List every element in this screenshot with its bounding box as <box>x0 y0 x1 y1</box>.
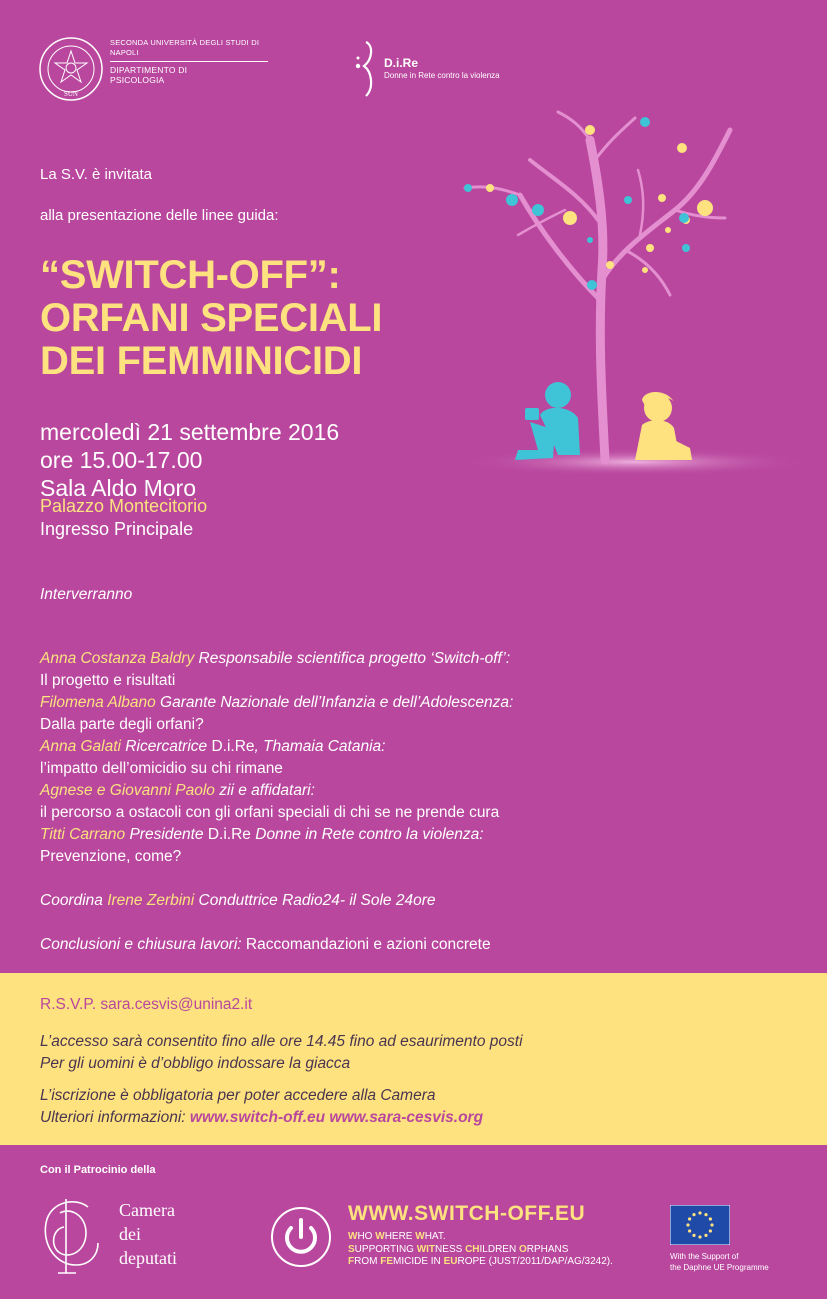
program-heading: Interverranno <box>40 586 133 603</box>
svg-text:SUN: SUN <box>63 90 79 98</box>
conclusion-text: Raccomandazioni e azioni concrete <box>241 936 491 953</box>
eu-star <box>686 1223 689 1226</box>
camera-deputati-name <box>119 1198 177 1270</box>
acronym-line2: SUPPORTING WITNESS CHILDREN ORPHANS <box>348 1243 569 1255</box>
speaker-item <box>40 736 780 780</box>
eu-star <box>698 1211 701 1214</box>
eu-star <box>698 1235 701 1238</box>
speaker-item <box>40 692 780 736</box>
speaker-topic: Dalla parte degli orfani? <box>40 716 204 733</box>
speaker-topic: Il progetto e risultati <box>40 672 176 689</box>
eu-support-text <box>670 1251 769 1273</box>
dire-subtitle: Donne in Rete contro la violenza <box>384 71 500 80</box>
coordinator-role: Conduttrice Radio24- il Sole 24ore <box>194 892 436 909</box>
university-block <box>110 38 270 85</box>
coordinator-name: Irene Zerbini <box>107 892 195 909</box>
eu-line2: the Daphne UE Programme <box>670 1263 769 1272</box>
eu-line1: With the Support of <box>670 1252 739 1261</box>
speaker-topic: l’impatto dell’omicidio su chi rimane <box>40 760 283 777</box>
eu-star <box>704 1213 707 1216</box>
program <box>40 584 780 956</box>
speaker-item <box>40 824 780 868</box>
speaker-org: D.i.Re <box>211 738 255 755</box>
event-details <box>40 418 339 502</box>
acronym-line3: FROM FEMICIDE IN EUROPE (JUST/2011/DAP/AG/3242). <box>348 1256 613 1267</box>
eu-star <box>704 1234 707 1237</box>
dire-name: D.i.Re <box>384 56 419 70</box>
event-title <box>40 254 382 383</box>
speaker-name: Anna Galati <box>40 738 121 755</box>
eu-star <box>710 1223 713 1226</box>
patronage-label: Con il Patrocinio della <box>40 1164 156 1176</box>
event-time: ore 15.00-17.00 <box>40 447 203 473</box>
university-seal-logo <box>38 36 104 102</box>
conclusion-label: Conclusioni e chiusura lavori: <box>40 936 242 953</box>
access-info <box>40 1031 523 1075</box>
speaker-role: Responsabile scientifica progetto ‘Switch-off’: <box>194 650 511 667</box>
event-entrance: Ingresso Principale <box>40 519 194 539</box>
conclusion <box>40 934 780 956</box>
acronym-line1: WHO WHERE WHAT. <box>348 1231 446 1242</box>
event-room: Sala Aldo Moro <box>40 475 196 501</box>
registration-prefix: Ulteriori informazioni: <box>40 1109 190 1126</box>
switch-off-url[interactable]: WWW.SWITCH-OFF.EU <box>348 1202 586 1225</box>
dire-logo-icon <box>354 38 380 100</box>
eu-star <box>692 1234 695 1237</box>
speaker-item <box>40 780 780 824</box>
power-icon <box>270 1206 332 1268</box>
speaker-item <box>40 648 780 692</box>
eu-star <box>688 1229 691 1232</box>
title-line3: DEI FEMMINICIDI <box>40 339 363 383</box>
event-location <box>40 495 207 541</box>
eu-star <box>692 1213 695 1216</box>
speaker-role: zii e affidatari: <box>214 782 315 799</box>
grant-code: (JUST/2011/DAP/AG/3242). <box>488 1256 613 1267</box>
speaker-name: Anna Costanza Baldry <box>40 650 195 667</box>
speaker-role-extra: Donne in Rete contro la violenza: <box>250 826 484 843</box>
registration-line1: L’iscrizione è obbligatoria per poter accedere alla Camera <box>40 1087 436 1104</box>
eu-star <box>709 1217 712 1220</box>
coordinator-prefix: Coordina <box>40 892 108 909</box>
speaker-role: Presidente <box>125 826 208 843</box>
speaker-topic: Prevenzione, come? <box>40 848 182 865</box>
coordinator <box>40 890 780 912</box>
title-line2: ORFANI SPECIALI <box>40 296 383 340</box>
camera-deputati-logo <box>36 1193 106 1279</box>
speaker-role: Ricercatrice <box>121 738 212 755</box>
eu-star <box>688 1217 691 1220</box>
university-name: SECONDA UNIVERSITÀ DEGLI STUDI DI NAPOLI <box>110 38 260 57</box>
rsvp-text[interactable]: R.S.V.P. sara.cesvis@unina2.it <box>40 996 253 1013</box>
tree-illustration <box>430 100 810 480</box>
presentation-text: alla presentazione delle linee guida: <box>40 207 279 224</box>
access-line1: L’accesso sarà consentito fino alle ore 14.45 fino ad esaurimento posti <box>40 1033 523 1050</box>
website-links[interactable]: www.switch-off.eu www.sara-cesvis.org <box>189 1109 484 1126</box>
registration-info <box>40 1085 483 1129</box>
eu-star <box>709 1229 712 1232</box>
speaker-org: D.i.Re <box>207 826 251 843</box>
title-line1: “SWITCH-OFF”: <box>40 253 341 297</box>
speaker-name: Titti Carrano <box>40 826 126 843</box>
speaker-topic: il percorso a ostacoli con gli orfani speciali di chi se ne prende cura <box>40 804 500 821</box>
camera-line2: dei <box>119 1224 141 1244</box>
camera-line3: deputati <box>119 1248 177 1268</box>
invite-text: La S.V. è invitata <box>40 166 153 183</box>
eu-flag-icon <box>670 1205 730 1245</box>
switch-off-acronym <box>348 1231 613 1269</box>
department-line2: PSICOLOGIA <box>110 75 165 85</box>
event-date: mercoledì 21 settembre 2016 <box>40 419 340 445</box>
camera-line1: Camera <box>119 1200 175 1220</box>
access-line2: Per gli uomini è d’obbligo indossare la giacca <box>40 1055 351 1072</box>
event-building: Palazzo Montecitorio <box>40 496 208 516</box>
department-line1: DIPARTIMENTO DI <box>110 65 188 75</box>
speaker-role-extra: , Thamaia Catania: <box>254 738 386 755</box>
university-divider <box>110 61 268 62</box>
speaker-name: Agnese e Giovanni Paolo <box>40 782 215 799</box>
speaker-role: Garante Nazionale dell’Infanzia e dell’Adolescenza: <box>155 694 514 711</box>
speaker-name: Filomena Albano <box>40 694 156 711</box>
